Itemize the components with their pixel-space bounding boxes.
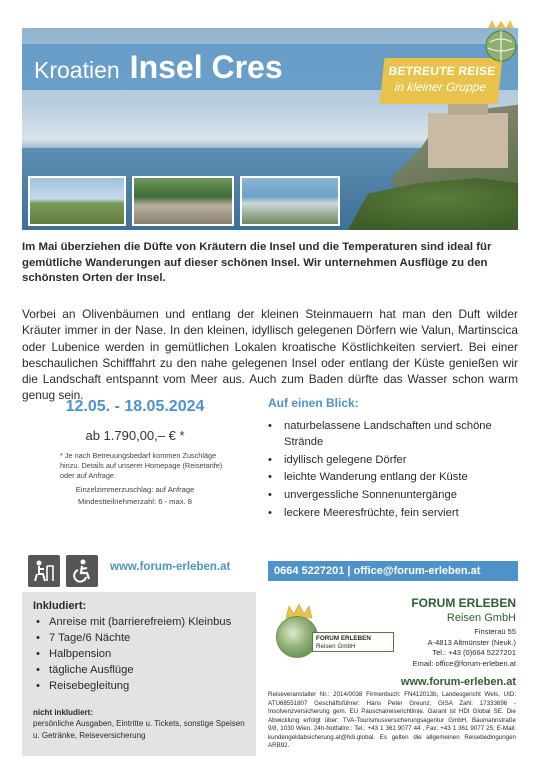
included-title: Inkludiert: [33, 600, 87, 612]
list-item: • 7 Tage/6 Nächte [36, 630, 231, 646]
logo-text-box [312, 632, 394, 652]
contact-bar[interactable]: 0664 5227201 | office@forum-erleben.at [268, 561, 518, 581]
list-item: • idyllisch gelegene Dörfer [268, 453, 518, 469]
email-line: Email: office@forum-erleben.at [412, 658, 516, 668]
logo-line1: FORUM ERLEBEN [316, 635, 371, 642]
list-item: • tägliche Ausflüge [36, 662, 231, 678]
list-item: • leichte Wanderung entlang der Küste [268, 470, 518, 486]
thumbnail-coast [240, 176, 340, 226]
price: ab 1.790,00,– € * [85, 428, 185, 443]
list-item: • unvergessliche Sonnenuntergänge [268, 488, 518, 504]
list-item: • leckere Meeresfrüchte, fein serviert [268, 506, 518, 522]
company-name: FORUM ERLEBEN [411, 596, 516, 610]
thumbnail-village [132, 176, 234, 226]
address-line: Finsteraü 55 [474, 627, 516, 636]
hero-house [428, 113, 508, 168]
highlights-title: Auf einen Blick: [268, 396, 359, 410]
globe-logo-icon [482, 18, 520, 64]
single-room-surcharge: Einzelzimmerzuschlag: auf Anfrage [75, 485, 195, 494]
lead-paragraph: Im Mai überziehen die Düfte von Kräutern die Insel und die Temperaturen sind ideal für gemütliche Wanderungen auf dieser schönen Insel. Wir unternehmen Ausflüge zu den schönsten Orten der Insel. [22, 241, 492, 284]
title-destination: Insel Cres [129, 49, 283, 85]
thumbnail-landscape [28, 176, 126, 226]
travel-dates: 12.05. - 18.05.2024 [65, 398, 205, 415]
logo-line2: Reisen GmbH [316, 643, 356, 650]
badge-line1: BETREUTE REISE [387, 64, 497, 78]
accessibility-icons [28, 555, 98, 587]
address-line: A-4813 Altmünster (Neuk.) [427, 637, 516, 647]
list-item: • Halbpension [36, 646, 231, 662]
legal-text: Reiseveranstalter Nr.: 2014/0038 Firmenbuch: FN412013b, Landesgericht Wels, UID: ATU68551807 Geschäftsführer: Hans Peter Greunz, GISA Zahl: 17333696 - Insolvenzversicherung gem. EU Pauschalreiserichtlinie. Garant ist HDI Global SE. Die Abwicklung erfolgt über: TVA-Tourismusversicherungsagentur GmbH, Baumannstraße 9/8, 1030 Wien. 24h-Notfallnr.: Tel.: +43 1 361 9077 44 , Fax: +43 1 361 9077 25; E-Mail: kundengeldabsicherung.at@hdi.global. Es gelten die allgemeinen Reisebedingungen ARB92. [268, 691, 516, 749]
accessible-wheelchair-icon [66, 555, 98, 587]
list-item: • naturbelassene Landschaften und schöne Strände [268, 419, 518, 451]
company-address [396, 627, 516, 669]
guided-trip-badge [380, 58, 503, 104]
wheelchair-walker-icon [28, 555, 60, 587]
not-included-text: persönliche Ausgaben, Eintritte u. Tickets, sonstige Speisen u. Getränke, Reiseversicherung [33, 719, 245, 740]
not-included-title: nicht inkludiert: [33, 708, 93, 717]
list-item: • Anreise mit (barrierefreiem) Kleinbus [36, 614, 231, 630]
highlights-list [268, 419, 518, 522]
thumbnail-strip [28, 176, 340, 226]
included-list [36, 614, 231, 694]
company-subtitle: Reisen GmbH [446, 612, 516, 624]
list-item: • Reisebegleitung [36, 678, 231, 694]
company-logo [276, 602, 396, 668]
participant-limit: Mindestteilnehmerzahl: 6 - max. 8 [78, 497, 192, 506]
body-paragraph: Vorbei an Olivenbäumen und entlang der kleinen Steinmauern hat man den Duft wilder Kräuter immer in der Nase. In den kleinen, idyllisch gelegenen Dörfern wie Valun, Martinscica oder Lubenice werden in gemütlichen Lokalen kroatische Köstlichkeiten serviert. Bei einer beschaulichen Schifffahrt zu den nahe gelegenen Insel oder entlang der Küste genießen wir die Landschaft entspannt vom Meer aus. Auch zum Baden dürfte das Wasser schon warm genug sein. [22, 307, 518, 403]
price-note: * Je nach Betreuungsbedarf kommen Zuschläge hinzu. Details auf unserer Homepage (Reisetarife) oder auf Anfrage. [60, 451, 223, 480]
badge-line2: in kleiner Gruppe [393, 80, 487, 94]
page-title [34, 44, 283, 90]
phone-line: Tel.: +43 (0)664 5227201 [432, 648, 516, 657]
title-country: Kroatien [34, 57, 120, 83]
website-link-right[interactable]: www.forum-erleben.at [400, 676, 516, 688]
website-link-left[interactable]: www.forum-erleben.at [110, 561, 231, 573]
